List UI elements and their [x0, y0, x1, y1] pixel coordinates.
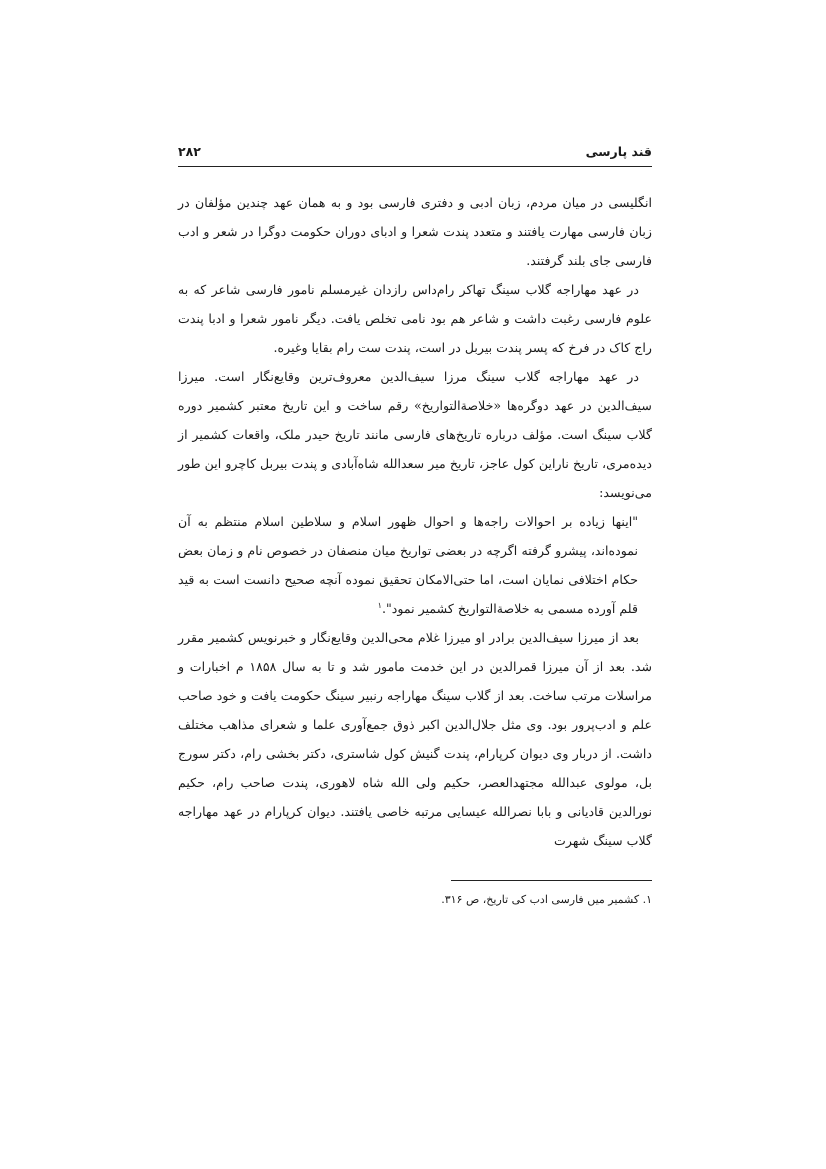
paragraph-3: در عهد مهاراجه گلاب سینگ مرزا سیف‌الدین معروف‌ترین وقایع‌نگار است. میرزا سیف‌الدین در عهد دوگره‌ها «خلاصة‌التواریخ» رقم ساخت و این تاریخ معتبر کشمیر دوره گلاب سینگ است. مؤلف درباره تاریخ‌های فارسی مانند تاریخ حیدر ملک، واقعات کشمیر از دیده‌مری، تاریخ ناراین کول عاجز، تاریخ میر سعدالله شاه‌آبادی و پندت بیربل کاچرو این طور می‌نویسد:	[178, 369, 652, 500]
footnote-rule	[451, 880, 652, 881]
running-title: قند پارسی	[585, 144, 652, 159]
quote-text: "اینها زیاده بر احوالات راجه‌ها و احوال ظهور اسلام و سلاطین اسلام منتظم به آن نموده‌اند، پیشرو گرفته اگرچه در بعضی تواریخ میان منصفان در خصوص نام و زمان بعض حکام اختلافی نمایان است، اما حتی‌الامکان تحقیق نموده آنچه صحیح دانست است به قید قلم آورده مسمی به خلاصة‌التواریخ کشمیر نمود".	[178, 514, 638, 616]
header-rule	[178, 166, 652, 167]
footnote: ۱. کشمیر میں فارسی ادب کی تاریخ، ص ۳۱۶.	[441, 893, 652, 906]
footnote-reference: ۱	[377, 600, 382, 610]
page-header	[178, 140, 652, 166]
block-quote	[178, 507, 638, 623]
paragraph-2: در عهد مهاراجه گلاب سینگ تهاکر رام‌داس رازدان غیرمسلم نامور فارسی شاعر که به علوم فارسی رغبت داشت و شاعر هم بود نامی تخلص یافت. دیگر نامور شعرا و ادبا پندت راج کاک در فرخ که پسر پندت بیربل در است، پندت ست رام بقایا وغیره.	[178, 282, 652, 355]
body-text	[178, 188, 652, 855]
paragraph-4: بعد از میرزا سیف‌الدین برادر او میرزا غلام محی‌الدین وقایع‌نگار و خبرنویس کشمیر مقرر شد. بعد از آن میرزا قمرالدین در این خدمت مامور شد و تا به سال ۱۸۵۸ م اخبارات و مراسلات مرتب ساخت. بعد از گلاب سینگ مهاراجه رنبیر سینگ حکومت یافت و خود صاحب علم و ادب‌پرور بود. وی مثل جلال‌الدین اکبر ذوق جمع‌آوری علما و شعرای مذاهب مختلف داشت. از دربار وی دیوان کرپارام، پندت گنیش کول شاستری، دکتر بخشی رام، دکتر سورج بل، مولوی عبدالله مجتهدالعصر، حکیم ولی الله شاه لاهوری، پندت صاحب رام، حکیم نورالدین قادیانی و بابا نصرالله عیسایی مرتبه خاصی یافتند. دیوان کرپارام در عهد مهاراجه گلاب سینگ شهرت	[178, 630, 653, 848]
paragraph-1: انگلیسی در میان مردم، زبان ادبی و دفتری فارسی بود و به همان عهد چندین مؤلفان در زبان فارسی مهارت یافتند و متعدد پندت شعرا و ادبای دوران حکومت دوگرا در شعر و ادب فارسی جای بلند گرفتند.	[178, 195, 652, 268]
page-number: ۲۸۲	[178, 144, 201, 159]
